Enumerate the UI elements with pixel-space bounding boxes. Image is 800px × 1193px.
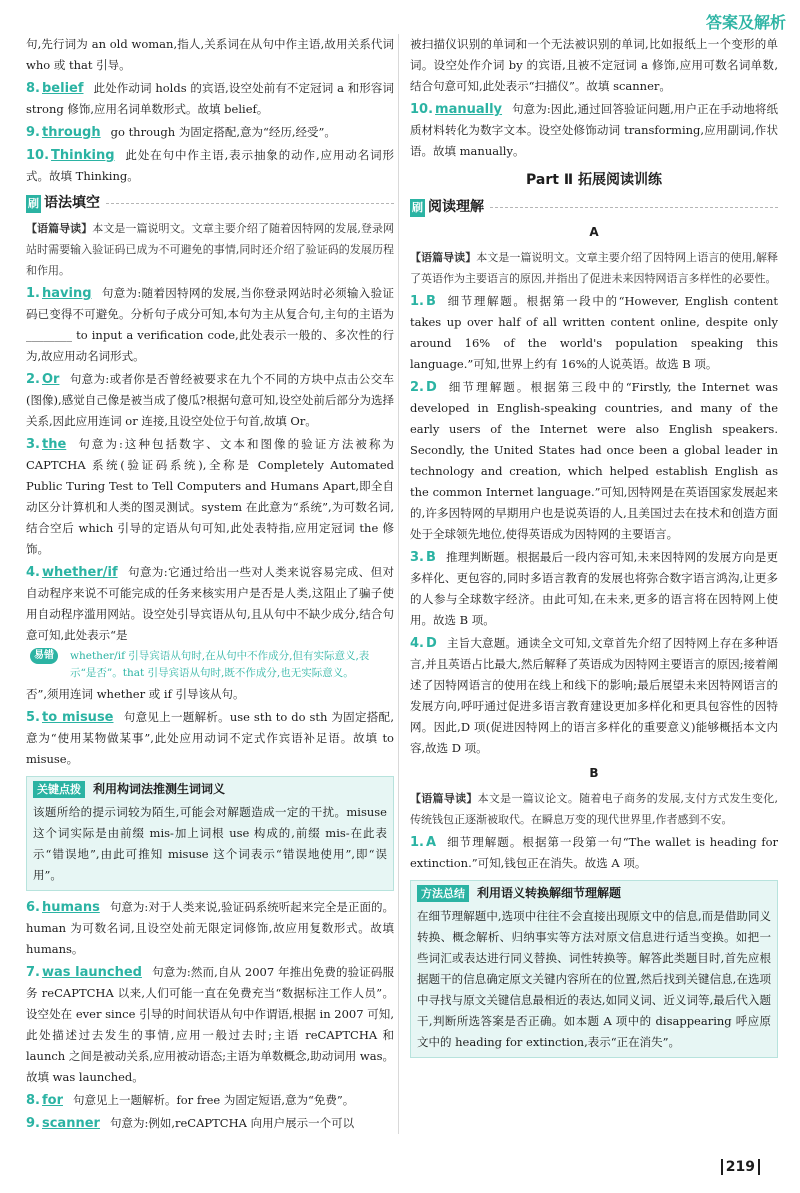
answer-word: having bbox=[41, 286, 92, 301]
section-title: 语法填空 bbox=[44, 195, 100, 211]
section-heading-reading bbox=[410, 197, 778, 218]
reading-a-answer-1: 1. B 细节理解题。根据第一段中的“However, English content takes up over half of all written content online, despite only around 16% of the world's population speaking this language.”可知,世界上约有 16%的人说英语。故选 B 项。 bbox=[410, 294, 778, 371]
left-column bbox=[26, 34, 394, 1134]
page-number: 219 bbox=[721, 1159, 760, 1175]
method-box-tag: 方法总结 bbox=[417, 885, 469, 902]
method-box bbox=[410, 880, 778, 1058]
reading-a-answer-4: 4. D 主旨大意题。通读全文可知,文章首先介绍了因特网上存在多种语言,并且英语占比最大,然后解释了英语成为因特网主要语言的原因;接着阐述了因特网语言的使用在线上和线下的影响;最后展望未来因特网语言的发展方向,呼吁通过促进多语言教育建设更加多样化和更具包容性的因特网。因此,D 项(促进因特网上的语言多样化的重要意义)能够概括本文内容,故选 D 项。 bbox=[410, 636, 778, 755]
method-box-title: 利用语义转换解细节理解题 bbox=[477, 886, 622, 900]
reading-b-answer-1: 1. A 细节理解题。根据第一段第一句“The wallet is heading for extinction.”可知,钱包正在消失。故选 A 项。 bbox=[410, 835, 778, 870]
answer-word: scanner bbox=[41, 1116, 100, 1131]
grammar-answer-9-continued: 被扫描仪识别的单词和一个无法被识别的单词,比如报纸上一个变形的单词。设空处作介词 by 的宾语,且被不定冠词 a 修饰,应用可数名词单数,结合句意可知,此处表示“扫描仪”。故填 scanner。 bbox=[410, 37, 778, 93]
grammar-answer-2: 2. Or 句意为:或者你是否曾经被要求在九个不同的方块中点击公交车(图像),感觉自己像是被当成了傻瓜?根据句意可知,设空处前后部分为选择关系,因此应用连词 or 连接,且设空处位于句首,故填 Or。 bbox=[26, 372, 394, 428]
answer-word: Or bbox=[41, 372, 60, 387]
answer-item-10: 10. Thinking 此处在句中作主语,表示抽象的动作,应用动名词形式。故填 Thinking。 bbox=[26, 148, 394, 183]
tip-box-header bbox=[27, 777, 393, 802]
reading-a-answer-2: 2. D 细节理解题。根据第三段中的“Firstly, the Internet was developed in English-speaking countries, and many of the early users of the Internet were also English speakers. Secondly, the United States had once been a global leader in technology and creation, which helped establish English as the common Internet language.”可知,因特网是在英语国家发展起来的,许多因特网的早期用户也是说英语的人,且美国过去在技术和创造方面处于全球领先地位,使得英语成为因特网的主要语言。 bbox=[410, 380, 778, 541]
reading-a-answer-3: 3. B 推理判断题。根据最后一段内容可知,未来因特网的发展方向是更多样化、更包容的,同时多语言教育的发展也将弥合数字语言鸿沟,让更多的人参与全球数字经济。由此可知,在未来,更多的语言将在因特网上使用。故选 B 项。 bbox=[410, 550, 778, 627]
grammar-answer-3: 3. the 句意为:这种包括数字、文本和图像的验证方法被称为 CAPTCHA 系统(验证码系统),全称是 Completely Automated Public Turing Test to Tell Computers and Humans Apart,即全自动区分计算机和人类的图灵测试。system 在此意为“系统”,为可数名词,结合空后 which 引导的定语从句可知,此处表特指,应用定冠词 the 修饰。 bbox=[26, 437, 394, 556]
tip-box-title: 利用构词法推测生词词义 bbox=[93, 782, 226, 796]
section-title: 阅读理解 bbox=[428, 199, 484, 215]
tip-box-body: 该题所给的提示词较为陌生,可能会对解题造成一定的干扰。misuse 这个词实际是由前缀 mis-加上词根 use 构成的,前缀 mis-在此表示“错误地”,由此可推知 misuse 这个词表示“错误地使用”,即“误用”。 bbox=[33, 805, 387, 882]
answer-word: manually bbox=[435, 102, 503, 117]
grammar-answer-1: 1. having 句意为:随着因特网的发展,当你登录网站时必须输入验证码已变得不可避免。分析句子成分可知,本句为主从复合句,主句的主语为________ to input a verification code,此处表示一般的、多次性的行为,故应用动名词形式。 bbox=[26, 286, 394, 363]
method-box-header bbox=[411, 881, 777, 906]
passage-b-guide: 【语篇导读】本文是一篇议论文。随着电子商务的发展,支付方式发生变化,传统钱包正逐渐被取代。在瞬息万变的现代世界里,作者感到不安。 bbox=[410, 792, 778, 826]
answer-item-9: 9. through go through 为固定搭配,意为“经历,经受”。 bbox=[26, 125, 336, 140]
section-header-title: 答案及解析 bbox=[705, 13, 786, 32]
answer-letter: B bbox=[425, 294, 436, 309]
answer-word: the bbox=[41, 437, 67, 452]
answer-letter: D bbox=[425, 636, 437, 651]
grammar-answer-4-continued: 否”,须用连词 whether 或 if 引导该从句。 bbox=[26, 687, 245, 701]
answer-letter: B bbox=[425, 550, 436, 565]
error-note-text: whether/if 引导宾语从句时,在从句中不作成分,但有实际意义,表示“是否”。that 引导宾语从句时,既不作成分,也无实际意义。 bbox=[70, 650, 370, 679]
section-rule bbox=[106, 203, 394, 204]
answer-item-8: 8. belief 此处作动词 holds 的宾语,设空处前有不定冠词 a 和形容词 strong 修饰,应用名词单数形式。故填 belief。 bbox=[26, 81, 394, 116]
section-heading-grammar bbox=[26, 193, 394, 214]
answer-word: belief bbox=[41, 81, 84, 96]
passage-a-guide: 【语篇导读】本文是一篇说明文。文章主要介绍了因特网上语言的使用,解释了英语作为主要语言的原因,并指出了促进未来因特网语言多样性的必要性。 bbox=[410, 251, 779, 285]
tip-box-tag: 关键点拨 bbox=[33, 781, 85, 798]
section-rule bbox=[490, 207, 778, 208]
grammar-answer-8: 8. for 句意见上一题解析。for free 为固定短语,意为“免费”。 bbox=[26, 1093, 355, 1108]
passage-b-title: B bbox=[589, 766, 599, 780]
grammar-answer-5: 5. to misuse 句意见上一题解析。use sth to do sth 为固定搭配,意为“使用某物做某事”,此处应用动词不定式作宾语补足语。故填 to misuse。 bbox=[26, 710, 394, 766]
passage-guide: 【语篇导读】本文是一篇说明文。文章主要介绍了随着因特网的发展,登录网站时需要输入验证码已成为不可避免的事情,同时还介绍了验证码的发展历程和作用。 bbox=[26, 222, 395, 277]
column-divider bbox=[398, 34, 399, 1134]
answer-word: humans bbox=[41, 900, 100, 915]
part-heading: Part Ⅱ 拓展阅读训练 bbox=[526, 172, 662, 188]
tip-box bbox=[26, 776, 394, 891]
right-column bbox=[410, 34, 778, 1064]
error-note-badge: 易错 bbox=[30, 648, 58, 664]
grammar-answer-9: 9. scanner 句意为:例如,reCAPTCHA 向用户展示一个可以 bbox=[26, 1116, 355, 1131]
grammar-answer-7: 7. was launched 句意为:然而,自从 2007 年推出免费的验证码服务 reCAPTCHA 以来,人们可能一直在免费充当“数据标注工作人员”。设空处在 ever since 引导的时间状语从句中作谓语,根据 in 2007 可知,此处描述过去发生的事情,应用一般过去时;主语 reCAPTCHA 和 launch 之间是被动关系,应用被动语态;主语为单数概念,助动词用 was。故填 was launched。 bbox=[26, 965, 394, 1084]
continued-explanation: 句,先行词为 an old woman,指人,关系词在从句中作主语,故用关系代词 who 或 that 引导。 bbox=[26, 37, 394, 72]
grammar-answer-6: 6. humans 句意为:对于人类来说,验证码系统听起来完全是正面的。human 为可数名词,且设空处前无限定词修饰,故应用复数形式。故填 humans。 bbox=[26, 900, 394, 956]
section-tag: 刷 bbox=[26, 195, 41, 213]
answer-word: through bbox=[41, 125, 101, 140]
section-tag: 刷 bbox=[410, 199, 425, 217]
method-box-body: 在细节理解题中,选项中往往不会直接出现原文中的信息,而是借助同义转换、概念解析、归纳事实等方法对原文信息进行适当变换。如把一些词汇或表达进行同义替换、词性转换等。解答此类题目时,首先应根据题干的信息确定原文关键内容所在的位置,然后找到关键信息,在选项中寻找与原文关键信息最相近的表达,如同义词、近义词等,最后代入题干,判断所选答案是否正确。如本题 A 项中的 disappearing 呼应原文中的 heading for extinction,表示“正在消失”。 bbox=[417, 909, 771, 1049]
answer-word: was launched bbox=[41, 965, 142, 980]
answer-letter: D bbox=[425, 380, 437, 395]
answer-word: to misuse bbox=[41, 710, 114, 725]
answer-word: whether/if bbox=[41, 565, 118, 580]
answer-word: Thinking bbox=[51, 148, 115, 163]
answer-letter: A bbox=[425, 835, 437, 850]
grammar-answer-10: 10. manually 句意为:因此,通过回答验证问题,用户正在手动地将纸质材料转化为数字文本。设空处修饰动词 transforming,应用副词,作状语。故填 manually。 bbox=[410, 102, 778, 158]
answer-word: for bbox=[41, 1093, 63, 1108]
grammar-answer-4: 4. whether/if 句意为:它通过给出一些对人类来说容易完成、但对自动程序来说不可能完成的任务来核实用户是否是人类,这阻止了骗子使用自动程序滥用网站。设空处引导宾语从句,且从句中不缺少成分,结合句意可知,此处表示“是 bbox=[26, 565, 394, 642]
error-note bbox=[26, 648, 394, 682]
passage-a-title: A bbox=[589, 225, 599, 239]
